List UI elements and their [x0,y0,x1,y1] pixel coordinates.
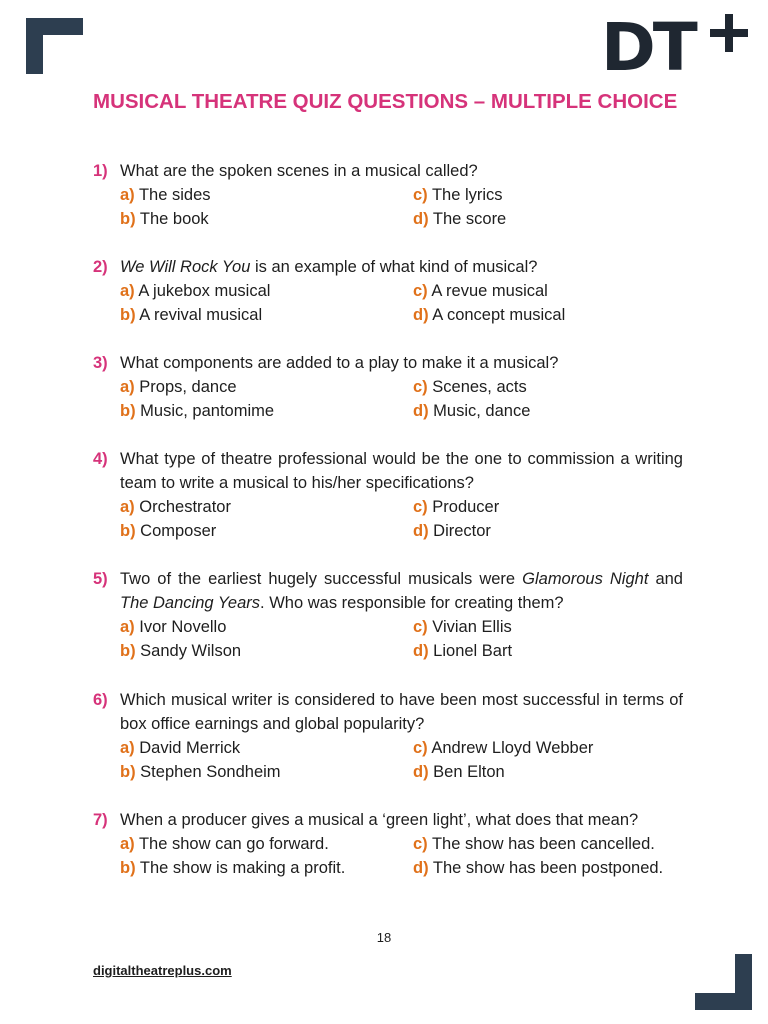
question-number: 5) [93,570,108,588]
option-a[interactable]: a) Ivor Novello [120,618,227,636]
corner-bar-horizontal [26,18,83,35]
option-a[interactable]: a) The sides [120,186,211,204]
question-3 [93,351,683,420]
question-number: 2) [93,258,108,276]
option-c[interactable]: c) Scenes, acts [413,378,527,396]
option-c[interactable]: c) The show has been cancelled. [413,835,655,853]
corner-bar-horizontal [695,993,752,1010]
option-c[interactable]: c) Vivian Ellis [413,618,512,636]
question-number: 1) [93,162,108,180]
question-stem: Two of the earliest hugely successful musicals were Glamorous Night and The Dancing Years. Who was responsible for creating them? [120,570,683,612]
question-number: 4) [93,450,108,468]
question-number: 7) [93,811,108,829]
question-stem: What type of theatre professional would be the one to commission a writing team to write a musical to his/her specifications? [120,450,683,492]
option-a[interactable]: a) A jukebox musical [120,282,271,300]
option-c[interactable]: c) A revue musical [413,282,548,300]
question-2 [93,255,683,324]
option-a[interactable]: a) The show can go forward. [120,835,329,853]
option-b[interactable]: b) Composer [120,522,217,540]
option-d[interactable]: d) The score [413,210,507,228]
option-d[interactable]: d) Director [413,522,491,540]
option-b[interactable]: b) Music, pantomime [120,402,275,420]
corner-bracket-bottom-right [695,954,752,1010]
option-a[interactable]: a) David Merrick [120,739,241,757]
question-stem: We Will Rock You is an example of what kind of musical? [120,258,538,276]
option-c[interactable]: c) Producer [413,498,500,516]
question-1 [93,159,683,228]
question-stem: Which musical writer is considered to have been most successful in terms of box office earnings and global popularity? [120,691,683,733]
plus-icon [710,14,748,52]
corner-bracket-top-left [26,18,83,74]
logo-text: DT [601,9,695,86]
option-b[interactable]: b) Sandy Wilson [120,642,242,660]
page-title: MUSICAL THEATRE QUIZ QUESTIONS – MULTIPLE CHOICE [93,90,678,113]
question-6 [93,688,683,781]
option-a[interactable]: a) Props, dance [120,378,237,396]
option-b[interactable]: b) The show is making a profit. [120,859,346,877]
question-stem: When a producer gives a musical a ‘green light’, what does that mean? [120,811,639,829]
question-stem: What are the spoken scenes in a musical called? [120,162,478,180]
option-d[interactable]: d) Ben Elton [413,763,505,781]
question-7 [93,808,683,877]
question-5 [93,567,683,660]
dt-plus-logo [601,9,749,86]
website-link[interactable]: digitaltheatreplus.com [93,963,232,978]
option-d[interactable]: d) Music, dance [413,402,531,420]
question-number: 6) [93,691,108,709]
option-b[interactable]: b) Stephen Sondheim [120,763,281,781]
option-d[interactable]: d) The show has been postponed. [413,859,664,877]
option-b[interactable]: b) The book [120,210,209,228]
option-d[interactable]: d) A concept musical [413,306,566,324]
option-d[interactable]: d) Lionel Bart [413,642,513,660]
option-b[interactable]: b) A revival musical [120,306,263,324]
option-c[interactable]: c) The lyrics [413,186,503,204]
question-4 [93,447,683,540]
question-number: 3) [93,354,108,372]
page-number: 18 [376,930,392,945]
option-c[interactable]: c) Andrew Lloyd Webber [413,739,594,757]
question-stem: What components are added to a play to make it a musical? [120,354,559,372]
option-a[interactable]: a) Orchestrator [120,498,231,516]
